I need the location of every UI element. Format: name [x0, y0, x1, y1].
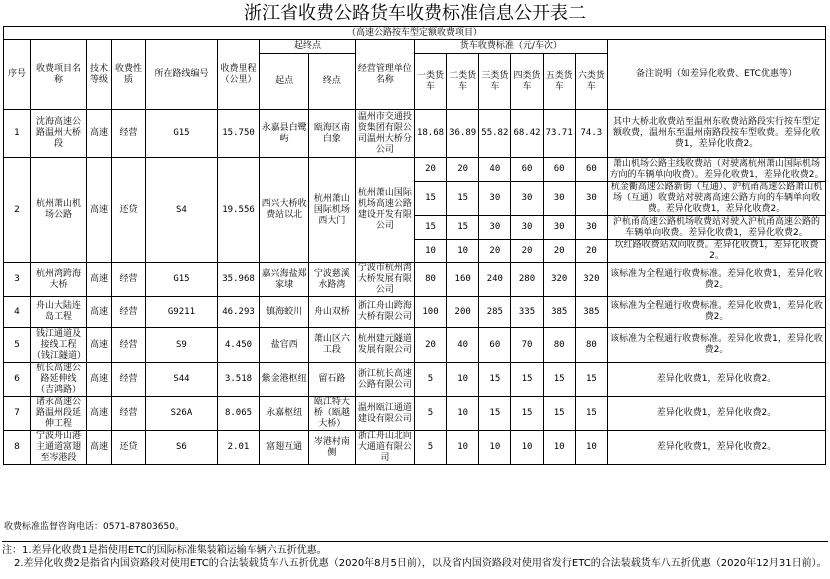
cell-operator: 浙江舟山北向大通道有限公司 [355, 431, 414, 465]
cell-fee-c5: 80 [543, 328, 575, 363]
cell-end: 瓯海区南白象 [309, 110, 356, 158]
table-row [4, 363, 826, 397]
cell-grade: 高速 [87, 363, 112, 397]
cell-fee-c2: 10 [447, 240, 479, 263]
cell-fee-c4: 60 [511, 158, 543, 182]
cell-fee-c3: 15 [479, 363, 511, 397]
cell-mileage: 19.556 [217, 158, 260, 263]
page-title: 浙江省收费公路货车收费标准信息公开表二 [244, 3, 586, 24]
cell-no: 8 [4, 431, 31, 465]
cell-route: S44 [146, 363, 218, 397]
cell-mileage: 35.968 [217, 263, 260, 297]
cell-fee-c1: 20 [414, 328, 446, 363]
header-start: 起点 [260, 54, 309, 110]
cell-fee-c4: 30 [511, 182, 543, 216]
cell-fee-c2: 15 [447, 216, 479, 240]
cell-name: 舟山大陆连岛工程 [30, 297, 86, 328]
cell-end: 留石路 [309, 363, 356, 397]
note-1: 注：1.差异化收费1是指使用ETC的国际标准集装箱运输车辆六五折优惠。 [2, 545, 327, 556]
cell-fee-c2: 40 [447, 328, 479, 363]
cell-fee-c1: 10 [414, 240, 446, 263]
cell-fee-c3: 15 [479, 397, 511, 431]
cell-route: G15 [146, 110, 218, 158]
cell-start: 紫金港枢纽 [260, 363, 309, 397]
cell-fee-c4: 20 [511, 240, 543, 263]
cell-end: 舟山双桥 [309, 297, 356, 328]
cell-start: 盐官西 [260, 328, 309, 363]
cell-remark: 差异化收费1，差异化收费2。 [607, 397, 825, 431]
cell-start: 西兴大桥收费站以北 [260, 158, 309, 263]
cell-fee-c6: 30 [575, 182, 607, 216]
cell-fee-c3: 285 [479, 297, 511, 328]
header-route: 所在路线编号 [146, 40, 218, 110]
cell-route: S4 [146, 158, 218, 263]
cell-start: 嘉兴海盐郑家埭 [260, 263, 309, 297]
cell-fee-c1: 20 [414, 158, 446, 182]
table-row [4, 431, 826, 465]
cell-fee-c6: 15 [575, 397, 607, 431]
toll-standard-table [3, 26, 826, 465]
cell-grade: 高速 [87, 158, 112, 263]
cell-fee-c2: 36.89 [447, 110, 479, 158]
cell-fee-c3: 55.82 [479, 110, 511, 158]
cell-start: 镇海蛟川 [260, 297, 309, 328]
header-class-6: 六类货车 [575, 54, 607, 110]
cell-fee-c3: 10 [479, 431, 511, 465]
cell-grade: 高速 [87, 110, 112, 158]
cell-fee-c6: 80 [575, 328, 607, 363]
cell-name: 沈海高速公路温州大桥段 [30, 110, 86, 158]
table-row [4, 110, 826, 158]
cell-fee-c3: 40 [479, 158, 511, 182]
cell-mileage: 4.450 [217, 328, 260, 363]
cell-fee-c4: 335 [511, 297, 543, 328]
cell-fee-c4: 70 [511, 328, 543, 363]
cell-remark: 该标准为全程通行收费标准。差异化收费1，差异化收费2。 [607, 297, 825, 328]
cell-name: 宁波舟山港主通道富翅至岑港段 [30, 431, 86, 465]
cell-no: 1 [4, 110, 31, 158]
cell-route: S26A [146, 397, 218, 431]
cell-fee-c4: 10 [511, 431, 543, 465]
contact-line: 收费标准监督咨询电话：0571-87803650。 [4, 522, 184, 532]
cell-start: 永嘉县白鹭屿 [260, 110, 309, 158]
cell-fee-c2: 160 [447, 263, 479, 297]
cell-fee-c5: 10 [543, 431, 575, 465]
cell-fee-c6: 20 [575, 240, 607, 263]
cell-fee-c5: 60 [543, 158, 575, 182]
cell-fee-c2: 10 [447, 363, 479, 397]
cell-name: 诸永高速公路温州段延伸工程 [30, 397, 86, 431]
cell-no: 5 [4, 328, 31, 363]
cell-grade: 高速 [87, 328, 112, 363]
cell-grade: 高速 [87, 297, 112, 328]
cell-nature: 还贷 [111, 158, 145, 263]
cell-no: 6 [4, 363, 31, 397]
cell-fee-c4: 68.42 [511, 110, 543, 158]
cell-end: 萧山区六工段 [309, 328, 356, 363]
cell-nature: 经营 [111, 110, 145, 158]
header-grade: 技术等级 [87, 40, 112, 110]
cell-fee-c5: 320 [543, 263, 575, 297]
cell-operator: 杭州萧山国际机场高速公路建设开发有限公司 [355, 158, 414, 263]
cell-fee-c6: 320 [575, 263, 607, 297]
header-nature: 收费性质 [111, 40, 145, 110]
header-name: 收费项目名称 [30, 40, 86, 110]
cell-fee-c1: 5 [414, 397, 446, 431]
cell-fee-c2: 15 [447, 182, 479, 216]
header-class-3: 三类货车 [479, 54, 511, 110]
header-class-4: 四类货车 [511, 54, 543, 110]
cell-nature: 还贷 [111, 431, 145, 465]
cell-fee-c2: 200 [447, 297, 479, 328]
cell-no: 2 [4, 158, 31, 263]
cell-nature: 经营 [111, 397, 145, 431]
cell-fee-c2: 10 [447, 431, 479, 465]
cell-nature: 经营 [111, 297, 145, 328]
note-2: 2.差异化收费2是指省内国资路段对使用ETC的合法装载货车八五折优惠（2020年8月5日前），以及省内国资路段对使用省发行ETC的合法装载货车八五折优惠（2020年12月31日前）。 [14, 558, 827, 569]
cell-remark: 沪杭甬高速公路机场收费站对驶入沪杭甬高速公路的车辆单向收费。差异化收费1，差异化收费2。 [607, 216, 825, 240]
cell-start: 富翅互通 [260, 431, 309, 465]
cell-fee-c1: 18.68 [414, 110, 446, 158]
cell-fee-c4: 15 [511, 397, 543, 431]
cell-nature: 经营 [111, 263, 145, 297]
header-class-2: 二类货车 [447, 54, 479, 110]
cell-fee-c4: 15 [511, 363, 543, 397]
cell-remark: 差异化收费1，差异化收费2。 [607, 363, 825, 397]
cell-operator: 杭州建元隧道发展有限公司 [355, 328, 414, 363]
cell-fee-c6: 15 [575, 363, 607, 397]
header-class-5: 五类货车 [543, 54, 575, 110]
cell-end: 岑港村南侧 [309, 431, 356, 465]
cell-remark: 萧山机场公路主线收费站（对驶离杭州萧山国际机场方向的车辆单向收费）。差异化收费1，差异化收费2。 [607, 158, 825, 182]
cell-nature: 经营 [111, 363, 145, 397]
cell-grade: 高速 [87, 397, 112, 431]
cell-nature: 经营 [111, 328, 145, 363]
cell-remark: 其中大桥北收费站至温州东收费站路段实行按车型定额收费，温州东至温州南路段按车型收费。差异化收费1，差异化收费2。 [607, 110, 825, 158]
header-remark: 备注说明（如差异化收费、ETC优惠等） [607, 40, 825, 110]
header-operator: 经营管理单位名称 [355, 40, 414, 110]
cell-fee-c1: 5 [414, 363, 446, 397]
cell-fee-c4: 30 [511, 216, 543, 240]
table-row [4, 397, 826, 431]
cell-mileage: 8.065 [217, 397, 260, 431]
cell-remark: 该标准为全程通行收费标准。差异化收费1，差异化收费2。 [607, 328, 825, 363]
cell-fee-c5: 30 [543, 182, 575, 216]
cell-fee-c5: 73.71 [543, 110, 575, 158]
cell-fee-c6: 10 [575, 431, 607, 465]
cell-mileage: 3.518 [217, 363, 260, 397]
cell-fee-c6: 60 [575, 158, 607, 182]
table-subtitle: （高速公路按车型定额收费项目） [4, 27, 826, 40]
cell-fee-c6: 30 [575, 216, 607, 240]
cell-fee-c3: 30 [479, 182, 511, 216]
cell-end: 瓯江特大桥（瓯越大桥） [309, 397, 356, 431]
cell-fee-c5: 20 [543, 240, 575, 263]
cell-mileage: 2.01 [217, 431, 260, 465]
cell-fee-c1: 100 [414, 297, 446, 328]
cell-route: S6 [146, 431, 218, 465]
cell-route: G9211 [146, 297, 218, 328]
cell-operator: 温州市交通投资集团有限公司温州大桥分公司 [355, 110, 414, 158]
header-fee-group: 货车收费标准（元/车次） [414, 40, 607, 54]
cell-grade: 高速 [87, 263, 112, 297]
cell-remark: 杭金衢高速公路新街（互通）、沪杭甬高速公路萧山机场（互通）收费站对驶离高速公路方向的车辆单向收费。差异化收费1，差异化收费2。 [607, 182, 825, 216]
cell-operator: 温州瓯江通道建设有限公司 [355, 397, 414, 431]
table-row [4, 158, 826, 182]
cell-remark: 差异化收费1，差异化收费2。 [607, 431, 825, 465]
cell-no: 3 [4, 263, 31, 297]
cell-fee-c3: 30 [479, 216, 511, 240]
cell-route: G15 [146, 263, 218, 297]
cell-operator: 浙江杭长高速公路有限公司 [355, 363, 414, 397]
cell-fee-c6: 74.3 [575, 110, 607, 158]
cell-no: 4 [4, 297, 31, 328]
cell-end: 杭州萧山国际机场西大门 [309, 158, 356, 263]
cell-operator: 浙江舟山跨海大桥有限公司 [355, 297, 414, 328]
cell-fee-c3: 240 [479, 263, 511, 297]
cell-fee-c5: 30 [543, 216, 575, 240]
cell-end: 宁波慈溪水路湾 [309, 263, 356, 297]
cell-fee-c1: 80 [414, 263, 446, 297]
table-row [4, 328, 826, 363]
cell-grade: 高速 [87, 431, 112, 465]
cell-operator: 宁波市杭州湾大桥发展有限公司 [355, 263, 414, 297]
cell-name: 杭长高速公路延伸线（吉鸿路） [30, 363, 86, 397]
cell-fee-c2: 20 [447, 158, 479, 182]
notes-block [2, 541, 828, 570]
cell-name: 杭州湾跨海大桥 [30, 263, 86, 297]
cell-mileage: 15.750 [217, 110, 260, 158]
cell-mileage: 46.293 [217, 297, 260, 328]
cell-fee-c1: 5 [414, 431, 446, 465]
cell-remark: 该标准为全程通行收费标准。差异化收费1，差异化收费2。 [607, 263, 825, 297]
table-row [4, 297, 826, 328]
header-end: 终点 [309, 54, 356, 110]
cell-name: 钱江通道及接线工程（钱江隧道） [31, 328, 86, 361]
cell-remark: 坎红路收费站双向收费。差异化收费1，差异化收费2。 [607, 240, 825, 263]
cell-fee-c1: 15 [414, 182, 446, 216]
cell-name: 杭州萧山机场公路 [30, 158, 86, 263]
cell-fee-c5: 15 [543, 397, 575, 431]
cell-fee-c3: 60 [479, 328, 511, 363]
cell-start: 永嘉枢纽 [260, 397, 309, 431]
cell-no: 7 [4, 397, 31, 431]
cell-fee-c3: 20 [479, 240, 511, 263]
cell-fee-c2: 10 [447, 397, 479, 431]
cell-fee-c4: 280 [511, 263, 543, 297]
header-mileage: 收费里程（公里） [217, 40, 260, 110]
header-seq: 序号 [4, 40, 31, 110]
cell-fee-c5: 385 [543, 297, 575, 328]
cell-route: S9 [146, 328, 218, 363]
cell-fee-c5: 15 [543, 363, 575, 397]
cell-fee-c1: 15 [414, 216, 446, 240]
cell-fee-c6: 385 [575, 297, 607, 328]
header-class-1: 一类货车 [414, 54, 446, 110]
header-endpoints: 起终点 [260, 40, 355, 54]
table-row [4, 263, 826, 297]
